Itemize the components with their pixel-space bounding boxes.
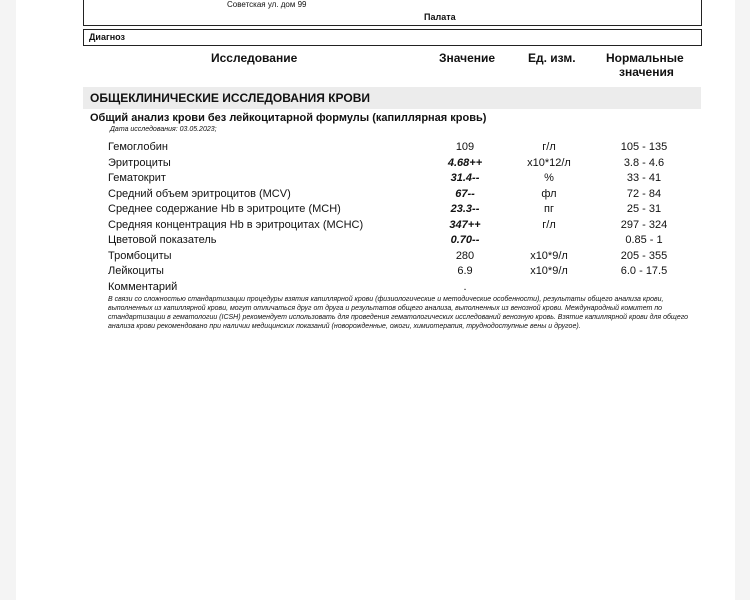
column-header-norm-line2: значения: [619, 65, 674, 79]
row-unit: %: [544, 172, 554, 184]
row-norm: 205 - 355: [620, 249, 668, 262]
row-test-name: Тромбоциты: [108, 249, 172, 262]
footnote: В связи со сложностью стандартизации процедуры взятия капиллярной крови (физиологические и методические особенности), результаты общего анализа крови, выполненных из капиллярной крови, могут отличаться друг от друга и результатов общего анализа, выполненных из венозной крови. Международный комитет по стандартизации в гематологии (ICSH) рекомендует использовать для проведения гематологических исследований венозную кровь. Взятие капиллярной крови для общего анализа крови рекомендовано при наличии медицинских показаний (новорожденные, ожоги, химиотерапия, труднодоступные вены и другое).: [108, 296, 689, 330]
row-value: 67--: [455, 187, 475, 200]
row-unit: x10*9/л: [530, 265, 568, 277]
diagnosis-box: [83, 29, 702, 46]
row-norm: 72 - 84: [626, 187, 662, 200]
section-title: ОБЩЕКЛИНИЧЕСКИЕ ИССЛЕДОВАНИЯ КРОВИ: [90, 91, 370, 105]
row-norm: 0.85 - 1: [625, 234, 663, 246]
column-header-value: Значение: [439, 51, 496, 65]
analysis-title: Общий анализ крови без лейкоцитарной формулы (капиллярная кровь): [90, 112, 487, 124]
diagnosis-label: Диагноз: [89, 32, 125, 42]
column-header-unit: Ед. изм.: [528, 51, 576, 65]
row-unit: г/л: [542, 218, 556, 231]
row-unit: пг: [544, 203, 554, 215]
row-value: 109: [455, 141, 475, 153]
row-value: 31.4--: [450, 172, 480, 184]
row-test-name: Среднее содержание Hb в эритроците (MCH): [108, 203, 341, 215]
row-unit: фл: [541, 187, 557, 200]
row-test-name: Средняя концентрация Hb в эритроцитах (MCHC): [108, 218, 364, 231]
row-unit: г/л: [542, 141, 556, 153]
row-test-name: Гематокрит: [108, 172, 166, 184]
row-value: 347++: [449, 218, 481, 231]
row-norm: 33 - 41: [626, 172, 662, 184]
row-norm: 6.0 - 17.5: [620, 265, 668, 277]
column-header-test: Исследование: [211, 51, 298, 65]
row-value: 23.3--: [450, 203, 480, 215]
row-value: 0.70--: [450, 234, 480, 246]
analysis-date: Дата исследования: 03.05.2023;: [110, 126, 217, 133]
row-norm: 297 - 324: [620, 218, 668, 231]
column-header-norm: Нормальные: [606, 51, 684, 65]
row-test-name: Лейкоциты: [108, 265, 164, 277]
row-test-name: Гемоглобин: [108, 141, 168, 153]
row-test-name: Эритроциты: [108, 156, 171, 169]
row-value: .: [463, 280, 467, 293]
row-value: 6.9: [457, 265, 473, 277]
row-test-name: Цветовой показатель: [108, 234, 217, 246]
row-value: 280: [455, 249, 475, 262]
row-norm: 105 - 135: [620, 141, 668, 153]
address-text: Советская ул. дом 99: [227, 0, 307, 9]
row-norm: 25 - 31: [626, 203, 662, 215]
row-unit: x10*9/л: [530, 249, 568, 262]
patient-header-box: [83, 0, 702, 26]
ward-label: Палата: [424, 12, 456, 22]
row-test-name: Комментарий: [108, 280, 178, 293]
row-unit: x10*12/л: [527, 156, 571, 169]
row-norm: 3.8 - 4.6: [623, 156, 665, 169]
row-test-name: Средний объем эритроцитов (MCV): [108, 187, 291, 200]
row-value: 4.68++: [447, 156, 483, 169]
